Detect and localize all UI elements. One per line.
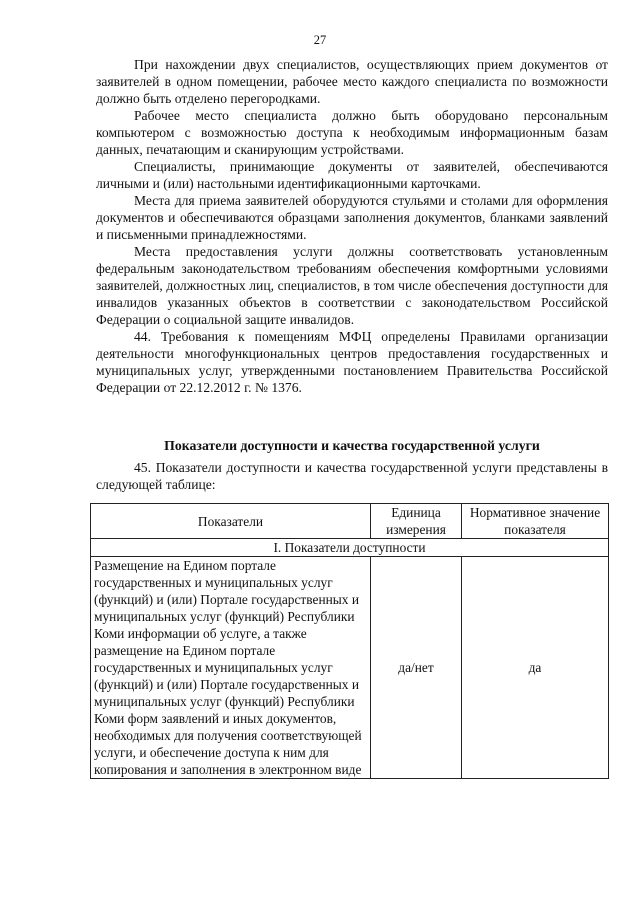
paragraph-45: 45. Показатели доступности и качества государственной услуги представлены в следующей таблице:	[96, 460, 608, 492]
indicators-table	[90, 503, 609, 779]
indicator-normative-value: да	[462, 557, 609, 779]
paragraph-4: Места для приема заявителей оборудуются стульями и столами для оформления документов и обеспечиваются образцами заполнения документов, бланками заявлений и письменными принадлежностями.	[96, 193, 608, 242]
paragraph-3: Специалисты, принимающие документы от заявителей, обеспечиваются личными и (или) настольными идентификационными карточками.	[96, 159, 608, 191]
header-normative-value: Нормативное значение показателя	[462, 504, 609, 539]
indicator-unit: да/нет	[371, 557, 462, 779]
table-header-row	[91, 504, 609, 539]
section-accessibility-indicators: I. Показатели доступности	[91, 539, 609, 557]
header-unit: Единица измерения	[371, 504, 462, 539]
paragraph-1: При нахождении двух специалистов, осуществляющих прием документов от заявителей в одном помещении, рабочее место каждого специалиста по возможности должно быть отделено перегородками.	[96, 57, 608, 106]
body-text	[96, 56, 608, 396]
table-row	[91, 557, 609, 779]
paragraph-2: Рабочее место специалиста должно быть оборудовано персональным компьютером с возможностью доступа к необходимым информационным базам данных, печатающим и сканирующим устройствами.	[96, 108, 608, 157]
paragraph-5: Места предоставления услуги должны соответствовать установленным федеральным законодательством требованиям обеспечения комфортными условиями заявителей, должностных лиц, специалистов, в том числе обеспечения доступности для инвалидов указанных объектов в соответствии с законодательством Российской Федерации о социальной защите инвалидов.	[96, 244, 608, 327]
page-number: 27	[313, 33, 327, 47]
paragraph-44: 44. Требования к помещениям МФЦ определены Правилами организации деятельности многофункциональных центров предоставления государственных и муниципальных услуг, утвержденными постановлением Правительства Российской Федерации от 22.12.2012 г. № 1376.	[96, 329, 608, 395]
section-heading: Показатели доступности и качества государственной услуги	[164, 438, 540, 453]
table-section-row	[91, 539, 609, 557]
indicator-name: Размещение на Едином портале государственных и муниципальных услуг (функций) и (или) Портале государственных и муниципальных услуг (функций) Республики Коми информации об услуге, а также размещение на Едином портале государственных и муниципальных услуг (функций) и (или) Портале государственных и муниципальных услуг (функций) Республики Коми форм заявлений и иных документов, необходимых для получения соответствующей услуги, и обеспечение доступа к ним для копирования и заполнения в электронном виде	[91, 557, 371, 779]
header-indicators: Показатели	[91, 504, 371, 539]
